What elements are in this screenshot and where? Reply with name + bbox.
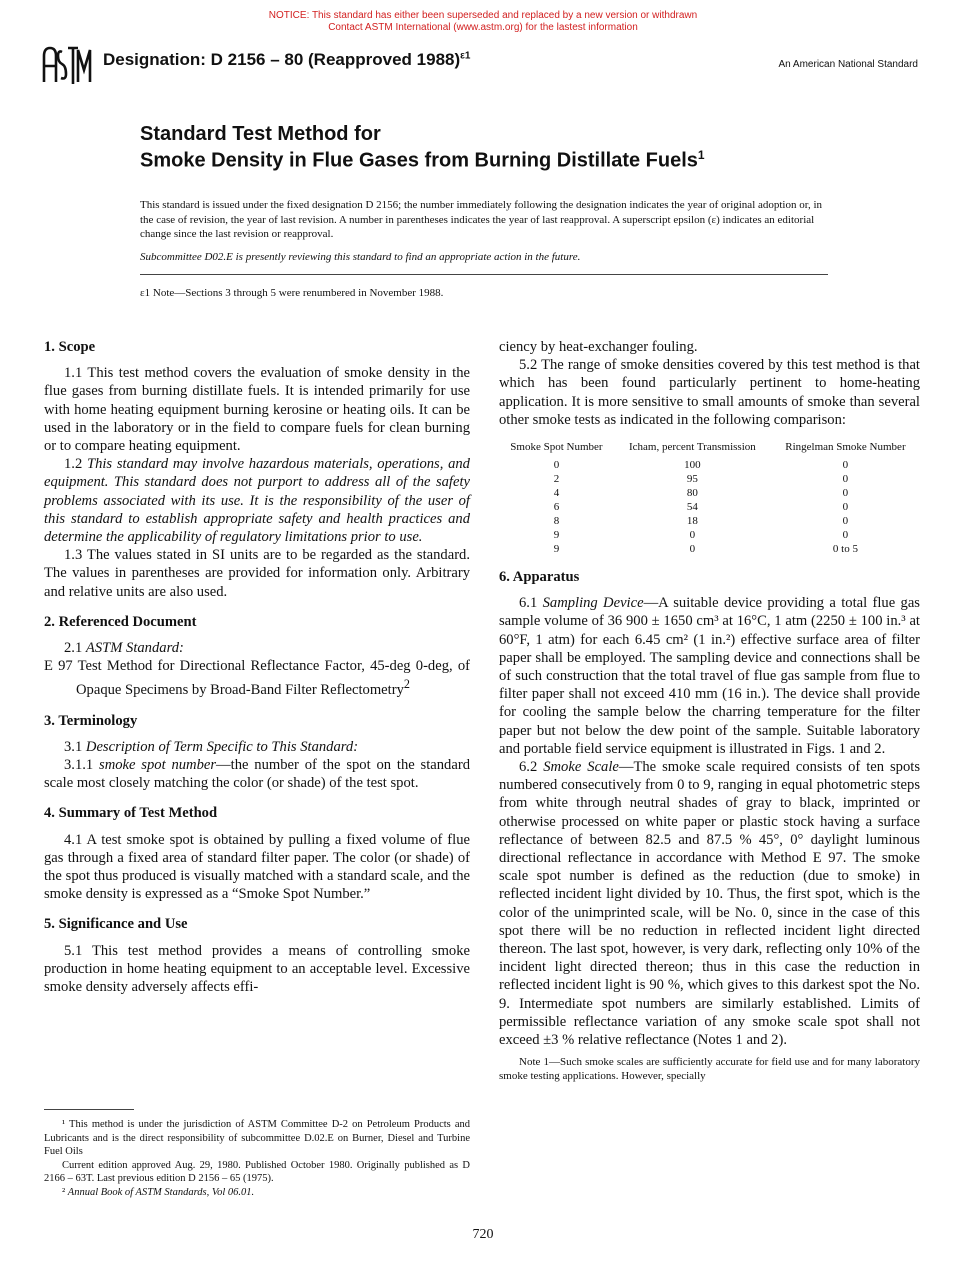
left-column <box>44 338 470 996</box>
para-3-1-1 <box>44 756 470 792</box>
para-4-1: 4.1 A test smoke spot is obtained by pulling a fixed volume of flue gas through a fixed area of standard filter paper. The color (or shade) of the spot thus produced is visually matched with a standard scale, and the smoke density is expressed as a “Smoke Spot Number.” <box>44 831 470 903</box>
col-smoke-spot: Smoke Spot Number <box>510 441 603 454</box>
title-line-2 <box>140 148 705 173</box>
section-6-heading: 6. Apparatus <box>499 569 580 586</box>
table-cell: 100 <box>684 459 701 472</box>
table-cell: 9 <box>553 529 560 542</box>
section-3-heading: 3. Terminology <box>44 712 138 729</box>
table-row <box>499 542 920 556</box>
note-1: Note 1—Such smoke scales are sufficiently accurate for field use and for many laboratory smoke testing applications. However, specially <box>499 1056 920 1083</box>
table-cell: 9 <box>553 543 560 556</box>
para-3-1-text: Description of Term Specific to This Standard: <box>85 738 359 755</box>
table-header-row <box>499 439 920 458</box>
para-3-1 <box>44 738 470 756</box>
notice-line-1: NOTICE: This standard has either been superseded and replaced by a new version or withdrawn <box>268 10 698 21</box>
section-1-heading: 1. Scope <box>44 339 96 355</box>
editorial-note: ε1 Note—Sections 3 through 5 were renumbered in November 1988. <box>140 287 444 299</box>
table-cell: 80 <box>686 487 698 500</box>
para-3-1-num: 3.1 <box>64 738 83 755</box>
para-6-1-term: Sampling Device <box>542 595 644 612</box>
para-5-2: 5.2 The range of smoke densities covered by this test method is that which has been found particularly pertinent to home-heating application. It is more sensitive to small amounts of smoke than several other smoke tests as indicated in the following comparison: <box>499 357 920 428</box>
table-row <box>499 500 920 514</box>
issuance-statement: This standard is issued under the fixed designation D 2156; the number immediately following the designation indicates the year of original adoption or, in the case of revision, the year of last revision. A number in parentheses indicates the year of last reapproval. A superscript epsilon (ε) indicates an editorial change since the last revision or reapproval. <box>140 199 823 240</box>
title-line-1: Standard Test Method for <box>140 123 381 145</box>
table-row <box>499 514 920 528</box>
right-column <box>499 338 920 1083</box>
para-2-1-num: 2.1 <box>64 640 83 657</box>
title-footnote-ref: 1 <box>697 148 705 162</box>
table-cell: 6 <box>553 501 560 514</box>
supersede-notice <box>0 10 966 34</box>
designation-text: Designation: D 2156 – 80 (Reapproved 1988) <box>103 50 461 69</box>
ref-e97-text: E 97 Test Method for Directional Reflectance Factor, 45-deg 0-deg, of Opaque Specimens by Broad-Band Filter Reflectometry <box>44 658 470 699</box>
table-cell: 54 <box>686 501 698 514</box>
section-5-heading: 5. Significance and Use <box>44 916 188 933</box>
table-cell: 8 <box>553 515 560 528</box>
para-6-1-text: —A suitable device providing a total flue gas sample volume of 36 900 ± 1650 cm³ at 16°C, 1 atm (2250 ± 100 in.³ at 60°F, 1 atm) for each 6.45 cm² (1 in.²) effective surface area of filter paper shall be employed. The sampling device and connections shall be of such construction that the total travel of flue gas sample from flue to filter paper shall not exceed 410 mm (16 in.). The device shall provide for cooling the sample below the charring temperature for the filter paper but not below the dew point of the sample. Suitable laboratory and portable field service equipment is illustrated in Figs. 1 and 2. <box>499 595 920 757</box>
para-6-2 <box>499 758 920 1049</box>
table-cell: 0 to 5 <box>832 543 858 556</box>
table-cell: 4 <box>553 487 560 500</box>
title-line-2-text: Smoke Density in Flue Gases from Burning Distillate Fuels <box>140 149 698 172</box>
subcommittee-note: Subcommittee D02.E is presently reviewing this standard to find an appropriate action in the future. <box>140 251 581 263</box>
ref-e97 <box>44 657 470 699</box>
footnotes <box>44 1118 470 1199</box>
ref-e97-sup: 2 <box>403 677 410 692</box>
designation <box>103 50 470 70</box>
para-2-1-text: ASTM Standard: <box>85 640 184 657</box>
footnote-divider <box>44 1109 134 1110</box>
table-row <box>499 528 920 542</box>
table-cell: 0 <box>842 515 849 528</box>
para-3-1-1-num: 3.1.1 <box>64 756 94 773</box>
header-divider <box>140 274 828 275</box>
para-1-1: 1.1 This test method covers the evaluation of smoke density in the flue gases from burning distillate fuels. It is intended primarily for use with home heating equipment burning kerosine or heating oils. It can be used in the laboratory or in the field to compare fuels for clean burning or to compare heating equipment. <box>44 365 470 455</box>
page-number: 720 <box>472 1227 494 1242</box>
table-cell: 18 <box>686 515 698 528</box>
para-5-1-cont: ciency by heat-exchanger fouling. <box>499 339 698 355</box>
para-1-3: 1.3 The values stated in SI units are to be regarded as the standard. The values in parentheses are provided for information only. Arbitrary and relative units are also used. <box>44 547 470 600</box>
table-cell: 0 <box>689 543 696 556</box>
table-cell: 0 <box>842 501 849 514</box>
table-cell: 0 <box>842 529 849 542</box>
para-1-2-num: 1.2 <box>64 456 83 473</box>
footnote-1b: Current edition approved Aug. 29, 1980. Published October 1980. Originally published as D 2166 – 63T. Last previous edition D 2156 – 65 (1975). <box>44 1159 470 1184</box>
para-6-2-text: —The smoke scale required consists of ten spots numbered consecutively from 0 to 9, ranging in equal photometric steps from white through neutral shades of gray to black, imprinted or otherwise processed on white paper or plastic stock having a surface reflectance of between 82.5 and 87.5 % 45°, 0° daylight luminous directional reflectance in accordance with Method E 97. The smoke scale spot number is defined as the reduction (due to smoke) in reflected incident light divided by 10. Thus, the first spot, which is the color of the unimprinted scale, will be No. 0, since in the case of this spot there will be no reduction in reflected incident light directed thereon. The last spot, however, is very dark, reflecting only 10% of the incident light directed thereon; thus in this case the reduction in reflected incident light is 90 %, which gives to this darkest spot the No. 9. Intermediate spot numbers are similarly established. Limits of permissible reflectance variation of any smoke scale spot shall not exceed ±3 % relative reflectance (Notes 1 and 2). <box>499 759 920 1049</box>
table-cell: 0 <box>689 529 696 542</box>
para-1-2-text: This standard may involve hazardous materials, operations, and equipment. This standard does not purport to address all of the safety problems associated with its use. It is the responsibility of the user of this standard to establish appropriate safety and health practices and determine the applicability of regulatory limitations prior to use. <box>44 456 470 546</box>
section-4-heading: 4. Summary of Test Method <box>44 805 218 822</box>
footnote-2 <box>44 1186 470 1200</box>
notice-line-2: Contact ASTM International (www.astm.org) for the lastest information <box>328 22 638 33</box>
para-6-1-num: 6.1 <box>519 595 538 612</box>
table-cell: 95 <box>686 473 698 486</box>
smoke-comparison-table <box>499 439 920 556</box>
table-row <box>499 458 920 472</box>
section-2-heading: 2. Referenced Document <box>44 613 197 630</box>
table-cell: 0 <box>842 487 849 500</box>
para-3-1-1-text: —the number of the spot on the standard scale most closely matching the color (or shade) of the test spot. <box>44 756 470 792</box>
para-6-2-term: Smoke Scale <box>543 759 619 776</box>
para-6-1 <box>499 594 920 758</box>
footnote-2-text: Annual Book of ASTM Standards, Vol 06.01. <box>67 1186 255 1198</box>
designation-sup: ε1 <box>460 50 471 62</box>
para-6-2-num: 6.2 <box>519 759 538 776</box>
table-cell: 0 <box>842 459 849 472</box>
para-1-2 <box>44 455 470 546</box>
footnote-2-marker: ² <box>62 1186 66 1198</box>
astm-logo-icon <box>40 42 92 88</box>
table-row <box>499 486 920 500</box>
table-row <box>499 472 920 486</box>
para-3-1-1-term: smoke spot number <box>99 756 217 773</box>
footnote-1: ¹ This method is under the jurisdiction of ASTM Committee D-2 on Petroleum Products and Lubricants and is the direct responsibility of subcommittee D.02.E on Burner, Diesel and Turbine Fuel Oils <box>44 1119 470 1157</box>
para-2-1 <box>44 639 470 657</box>
col-icham: Icham, percent Transmission <box>628 441 756 454</box>
american-national-standard: An American National Standard <box>778 59 918 70</box>
col-ringelman: Ringelman Smoke Number <box>785 441 906 454</box>
table-cell: 0 <box>553 459 560 472</box>
table-cell: 0 <box>842 473 849 486</box>
para-5-1: 5.1 This test method provides a means of controlling smoke production in home heating equipment to an acceptable level. Excessive smoke density adversely affects effi- <box>44 942 470 995</box>
table-cell: 2 <box>553 473 560 486</box>
